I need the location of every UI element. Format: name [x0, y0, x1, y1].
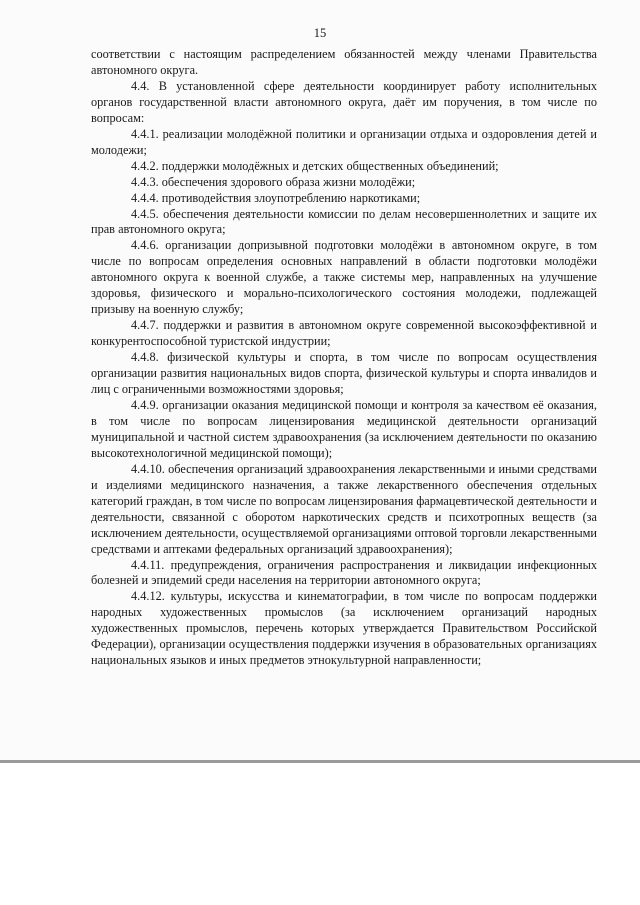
document-body: [91, 47, 597, 669]
paragraph-4-4-7: 4.4.7. поддержки и развития в автономном округе современной высокоэффективной и конкурентоспособной туристской индустрии;: [91, 318, 597, 349]
paragraph-4-4-2: 4.4.2. поддержки молодёжных и детских общественных объединений;: [131, 158, 499, 173]
paragraph-4-4: 4.4. В установленной сфере деятельности координирует работу исполнительных органов государственной власти автономного округа, даёт им поручения, в том числе по вопросам:: [91, 78, 597, 125]
page-number: 15: [313, 26, 327, 40]
paragraph-4-4-9: 4.4.9. организации оказания медицинской помощи и контроля за качеством её оказания, в том числе по вопросам лицензирования медицинской деятельности организаций муниципальной и частной систем здравоохранения (за исключением деятельности по оказанию высокотехнологичной медицинской помощи);: [91, 397, 597, 460]
paragraph-4-4-6: 4.4.6. организации допризывной подготовки молодёжи в автономном округе, в том числе по вопросам определения основных направлений в области подготовки молодёжи автономного округа к военной службе, а также системы мер, направленных на улучшение здоровья, физического и морально-психологического состояния молодежи, подлежащей призыву на военную службу;: [91, 238, 597, 317]
paragraph-continuation: соответствии с настоящим распределением обязанностей между членами Правительства автономного округа.: [91, 47, 597, 77]
paragraph-4-4-10: 4.4.10. обеспечения организаций здравоохранения лекарственными и иными средствами и изделиями медицинского назначения, а также лекарственного обеспечения отдельных категорий граждан, в том числе по вопросам лицензирования фармацевтической деятельности и деятельности, связанной с оборотом наркотических средств и психотропных веществ (за исключением деятельности, осуществляемой организациями оптовой торговли лекарственными средствами и аптеками федеральных организаций здравоохранения);: [91, 461, 597, 556]
paragraph-4-4-3: 4.4.3. обеспечения здорового образа жизни молодёжи;: [131, 174, 416, 189]
paragraph-4-4-11: 4.4.11. предупреждения, ограничения распространения и ликвидации инфекционных болезней и эпидемий среди населения на территории автономного округа;: [91, 557, 597, 588]
paragraph-4-4-8: 4.4.8. физической культуры и спорта, в том числе по вопросам осуществления организации развития национальных видов спорта, физической культуры и спорта инвалидов и лиц с ограниченными возможностями здоровья;: [91, 350, 597, 397]
paragraph-4-4-5: 4.4.5. обеспечения деятельности комиссии по делам несовершеннолетних и защите их прав автономного округа;: [91, 206, 597, 237]
paragraph-4-4-1: 4.4.1. реализации молодёжной политики и организации отдыха и оздоровления детей и молодежи;: [91, 126, 597, 157]
paragraph-4-4-4: 4.4.4. противодействия злоупотреблению наркотиками;: [131, 190, 421, 205]
paragraph-4-4-12: 4.4.12. культуры, искусства и кинематографии, в том числе по вопросам поддержки народных художественных промыслов (за исключением организаций народных художественных промыслов, перечень которых утверждается Правительством Российской Федерации), организации осуществления поддержки изучения в образовательных организациях национальных языков и иных предметов этнокультурной направленности;: [91, 589, 597, 668]
